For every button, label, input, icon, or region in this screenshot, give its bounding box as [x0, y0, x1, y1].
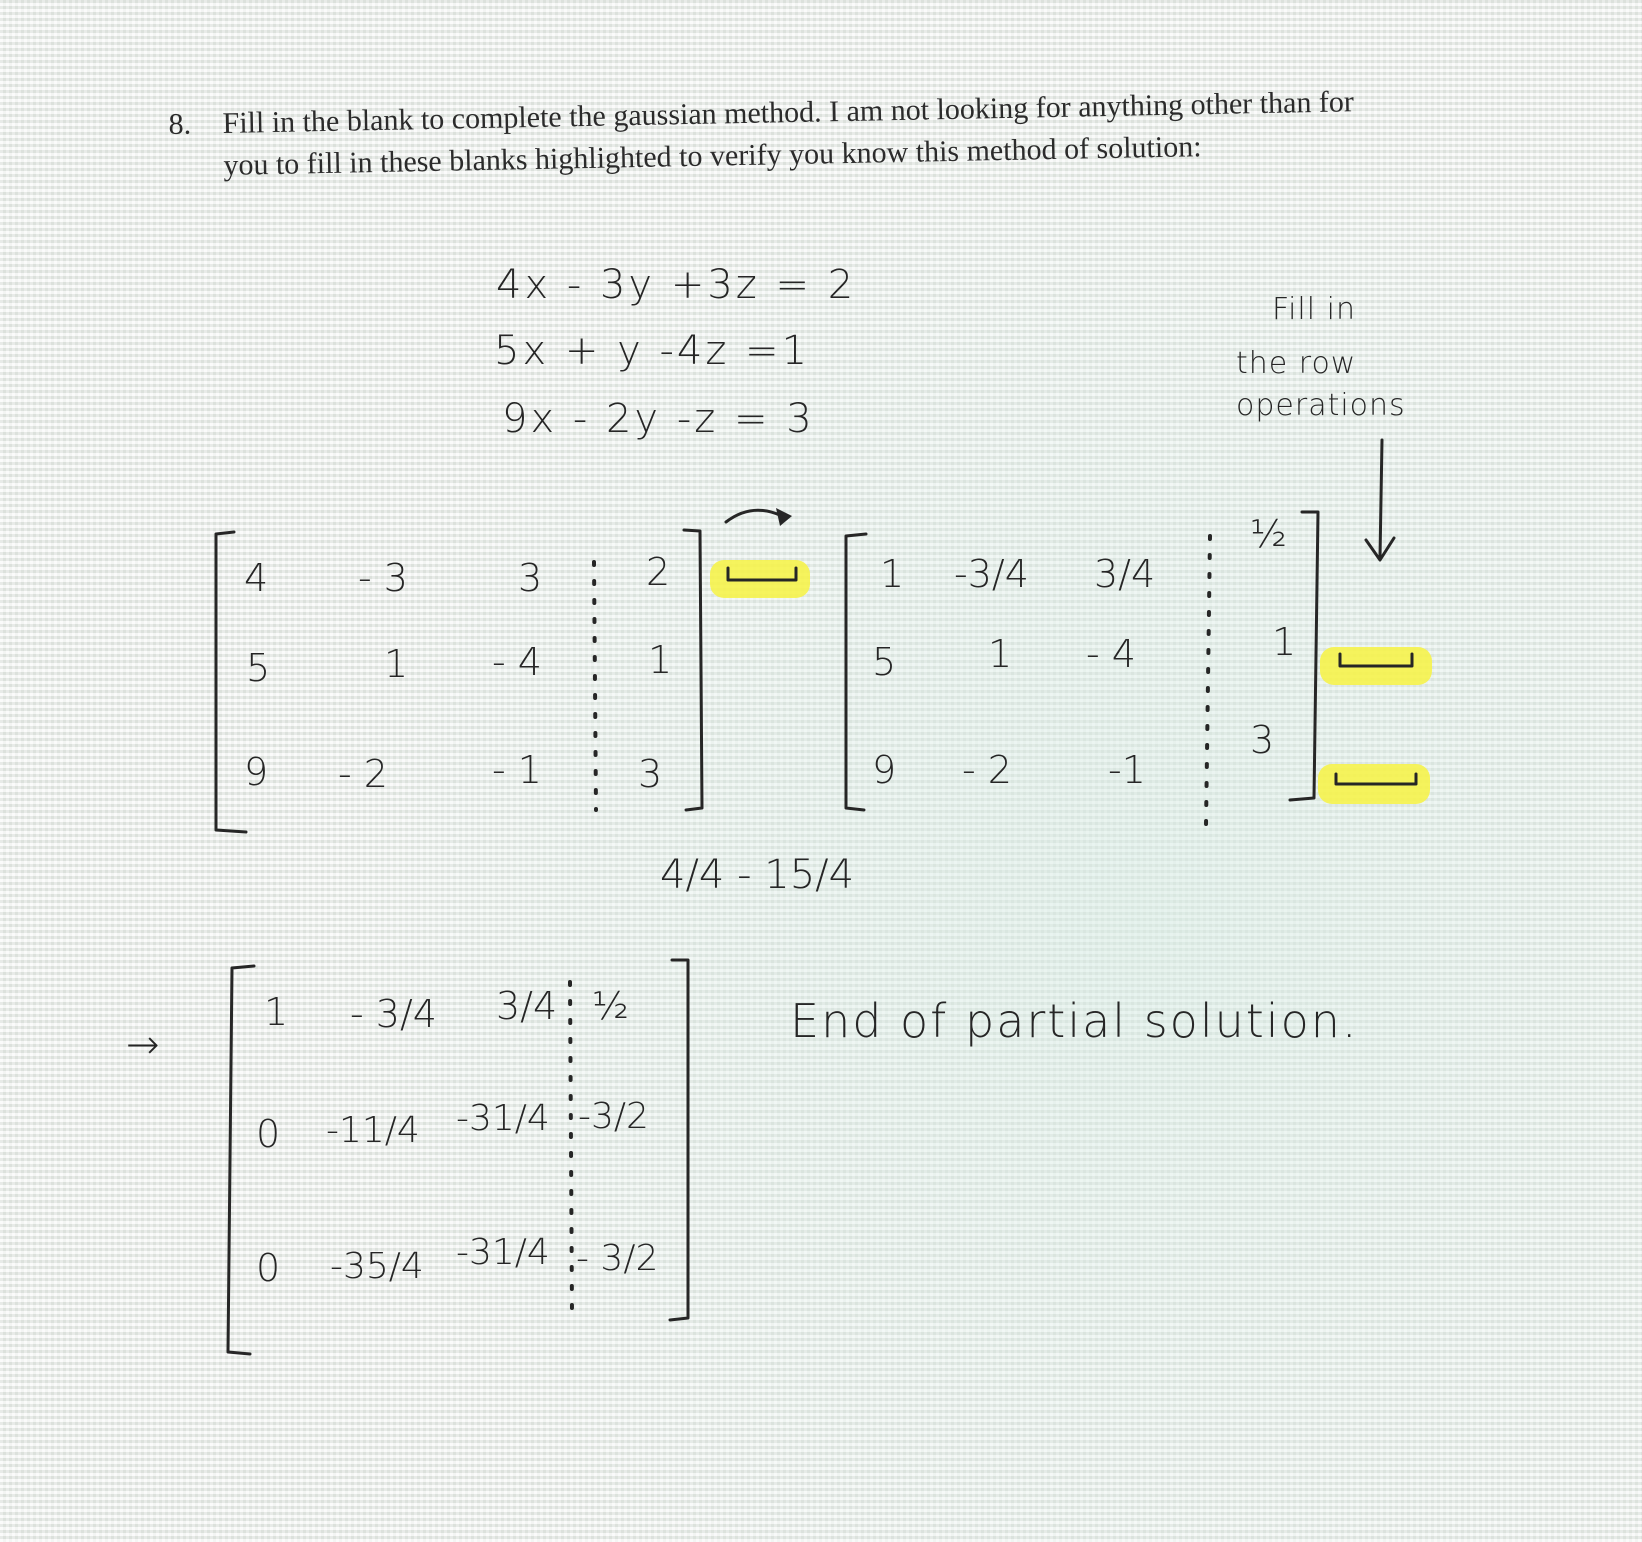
blank-underline-1 — [728, 568, 796, 580]
question-text: Fill in the blank to complete the gaussian method. I am not looking for anything other than for you to fill in these blanks highlighted to verify you know this method of solution: — [222, 85, 1355, 182]
m1-r2-c2: 1 — [384, 642, 409, 686]
right-arrow-icon: → — [126, 1022, 160, 1068]
matrix2-left-bracket — [846, 534, 866, 810]
m3-r2-c1: 0 — [256, 1112, 281, 1156]
m1-r3-c1: 9 — [244, 750, 269, 794]
m2-r3-c1: 9 — [872, 748, 897, 792]
m1-r1-c1: 4 — [244, 556, 269, 600]
end-note: End of partial solution. — [790, 994, 1359, 1048]
m3-r1-c3: 3/4 — [496, 984, 558, 1028]
m2-r2-c3: - 4 — [1086, 632, 1136, 676]
curved-arrow-head-icon — [776, 508, 792, 526]
equation-2: 5x + y -4z =1 — [494, 328, 811, 374]
matrix1-right-bracket — [684, 530, 702, 810]
m1-r3-c2: - 2 — [338, 752, 388, 796]
m2-r3-c3: -1 — [1108, 748, 1146, 792]
side-note-line-3: operations — [1236, 388, 1406, 423]
m3-r3-c4: - 3/2 — [576, 1238, 659, 1279]
m1-r2-c1: 5 — [246, 646, 271, 690]
m3-r2-c3: -31/4 — [456, 1098, 550, 1139]
m3-r1-c4: ½ — [592, 984, 629, 1028]
m1-r1-c3: 3 — [518, 556, 543, 600]
blank-underline-3 — [1336, 774, 1416, 784]
m2-r3-c2: - 2 — [962, 748, 1012, 792]
matrix1-left-bracket — [216, 532, 246, 832]
m2-r2-c1: 5 — [872, 640, 897, 684]
m2-r1-c4: ½ — [1250, 512, 1287, 556]
question-number: 8. — [168, 107, 192, 141]
m2-r2-c4: 1 — [1272, 620, 1297, 664]
m2-r3-c4: 3 — [1250, 718, 1275, 762]
equation-1: 4x - 3y +3z = 2 — [496, 262, 857, 308]
matrix1-divider — [594, 562, 596, 810]
m1-r3-c3: - 1 — [492, 748, 542, 792]
m3-r2-c4: -3/2 — [578, 1096, 649, 1137]
m1-r1-c2: - 3 — [358, 556, 408, 600]
side-note-line-1: Fill in — [1272, 292, 1356, 327]
curved-arrow-icon — [726, 510, 782, 522]
m2-r1-c1: 1 — [880, 552, 905, 596]
m3-r2-c2: -11/4 — [326, 1110, 420, 1151]
matrix2-divider — [1206, 536, 1210, 826]
m2-r1-c2: -3/4 — [954, 552, 1029, 596]
side-note-line-2: the row — [1236, 346, 1357, 381]
blank-underline-2 — [1340, 654, 1412, 666]
m1-r2-c4: 1 — [648, 638, 673, 682]
m3-r3-c2: -35/4 — [330, 1246, 424, 1287]
m3-r1-c2: - 3/4 — [350, 992, 437, 1036]
m1-r1-c4: 2 — [646, 550, 671, 594]
matrix3-left-bracket — [228, 966, 254, 1354]
m3-r3-c1: 0 — [256, 1246, 281, 1290]
down-arrow-icon — [1366, 440, 1394, 560]
equation-3: 9x - 2y -z = 3 — [502, 396, 815, 442]
m3-r1-c1: 1 — [264, 990, 289, 1034]
matrix3-right-bracket — [670, 960, 688, 1320]
m3-r3-c3: -31/4 — [456, 1232, 550, 1273]
m1-r2-c3: - 4 — [492, 640, 542, 684]
m2-r1-c3: 3/4 — [1094, 552, 1156, 596]
m1-r3-c4: 3 — [638, 752, 663, 796]
m2-r2-c2: 1 — [988, 632, 1013, 676]
scratch-work: 4/4 - 15/4 — [660, 852, 855, 898]
matrix3-divider — [570, 982, 572, 1314]
